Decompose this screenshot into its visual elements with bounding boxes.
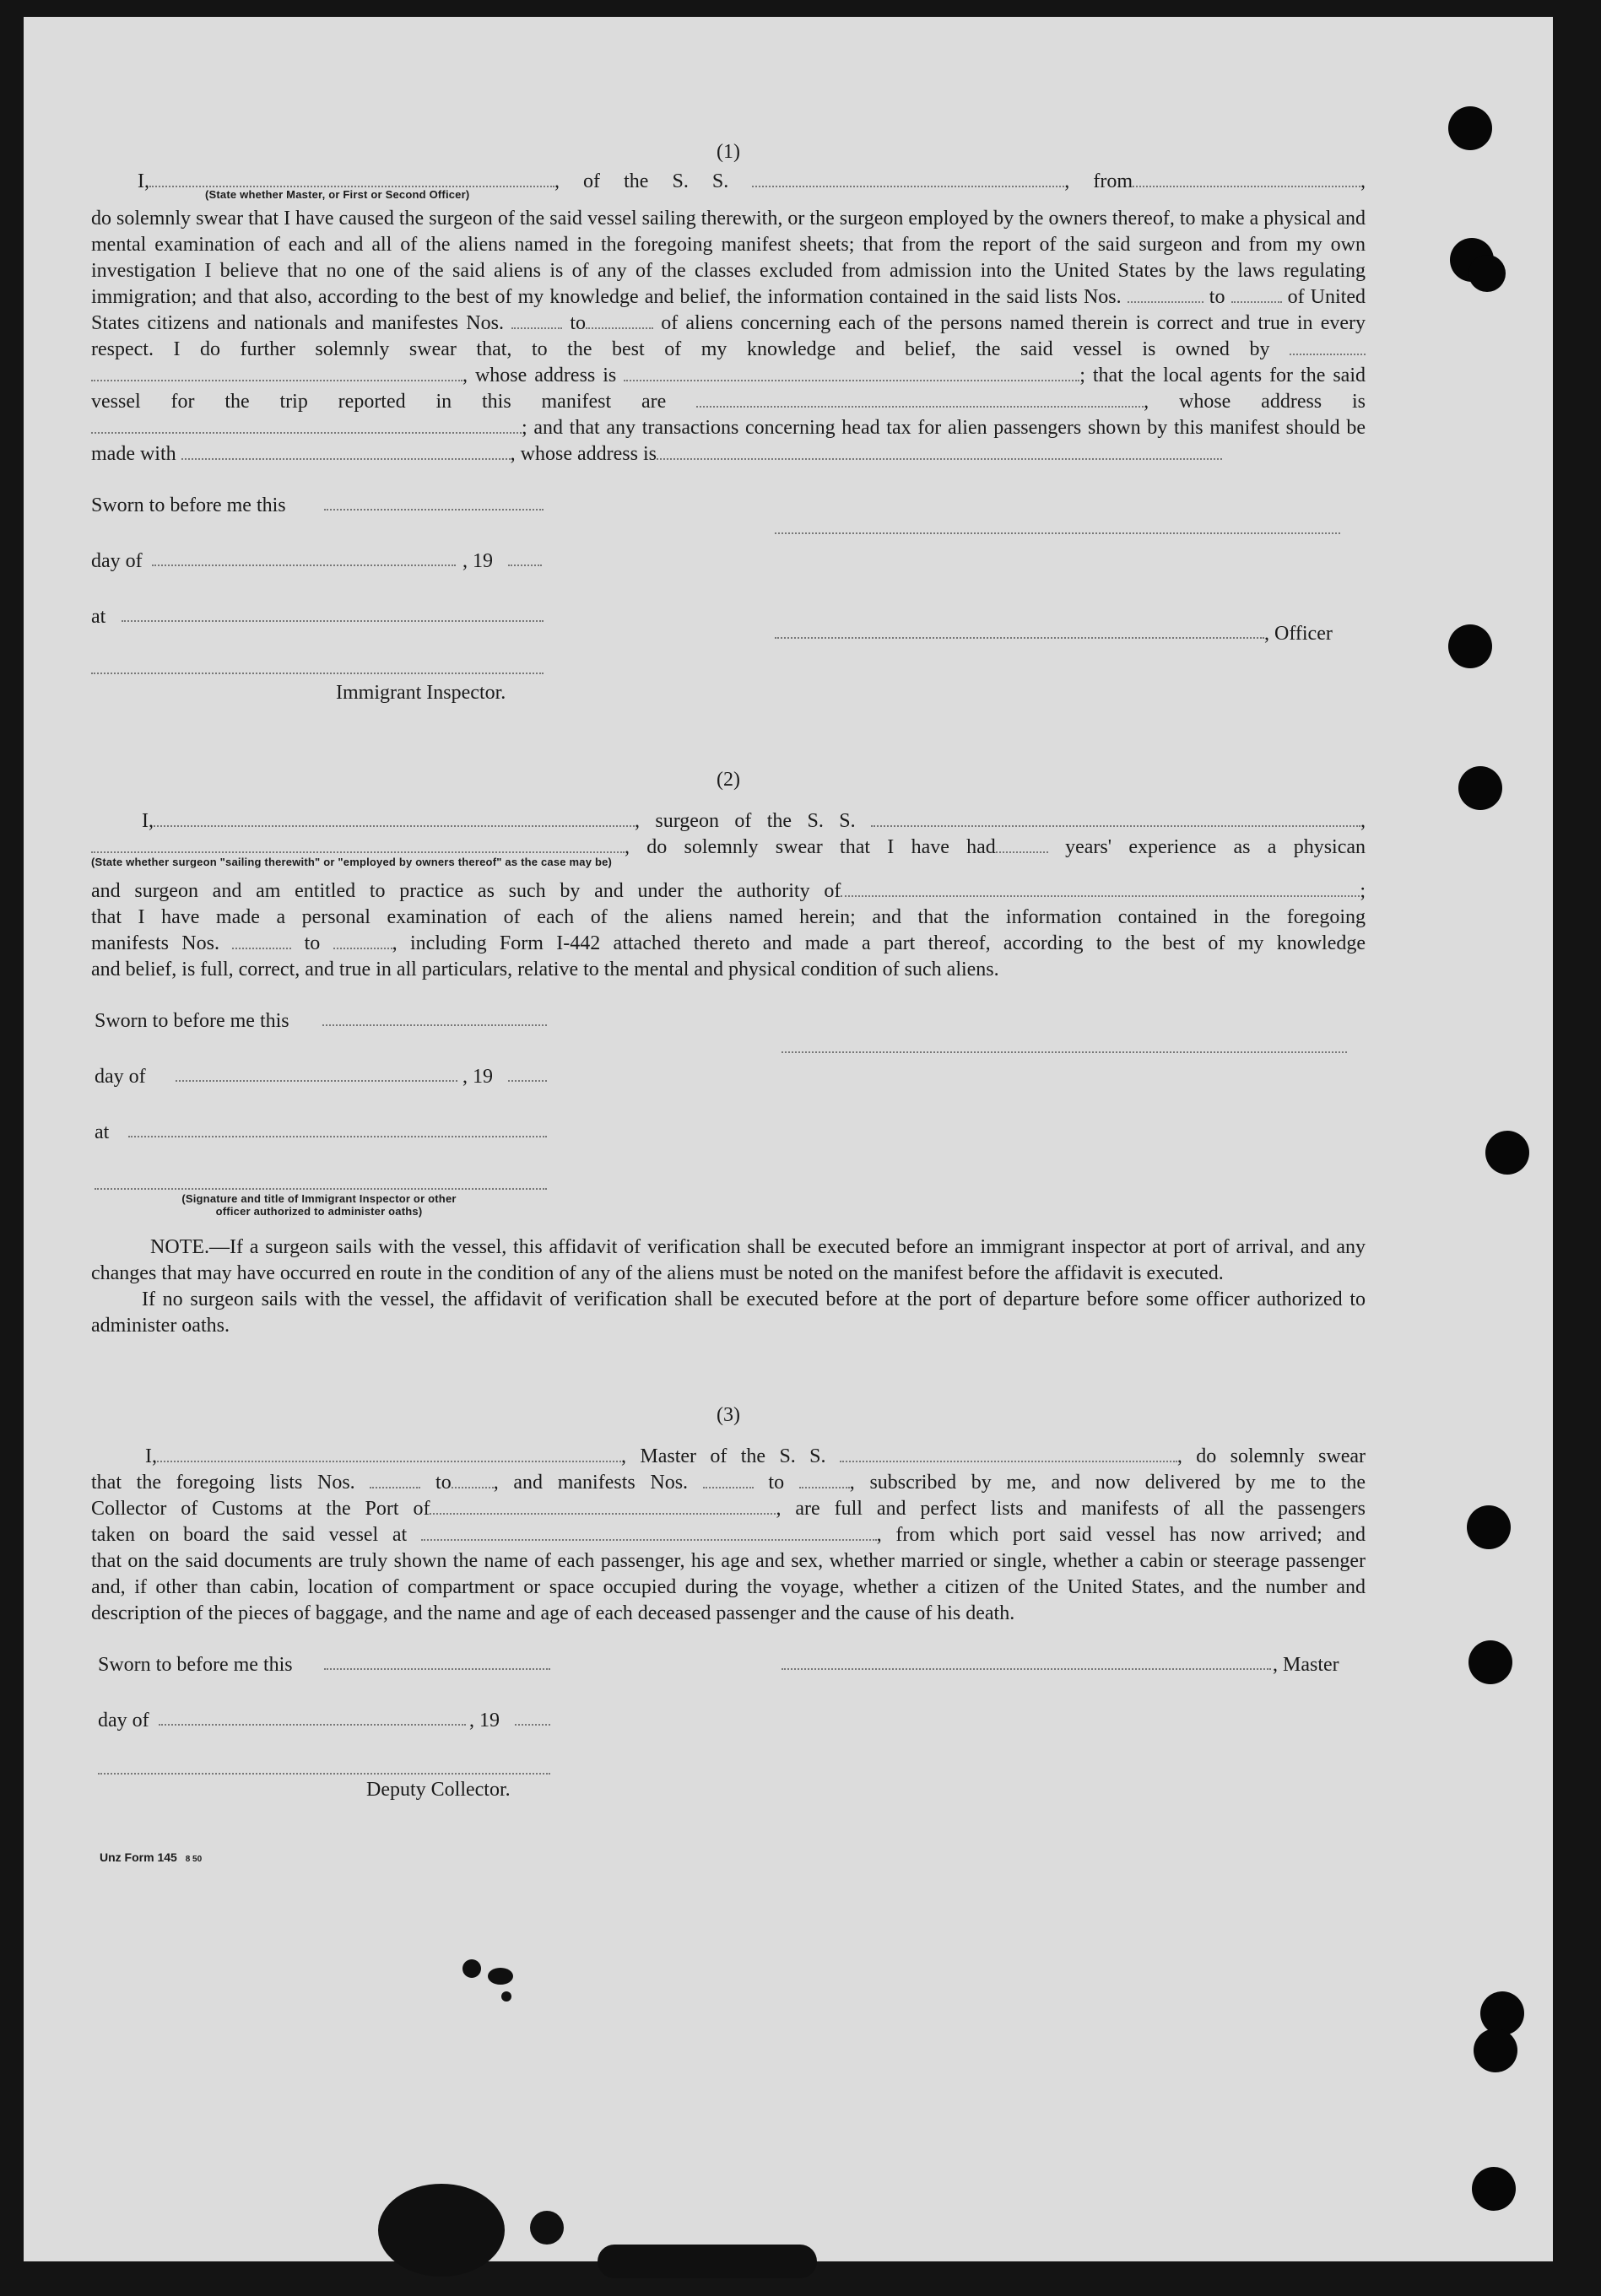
- manifests-to-blank[interactable]: [333, 931, 392, 949]
- section-2-signatures: Sworn to before me this day of , 19 at (Signature and title of Immigrant Inspector or other officer authorized to administer oaths): [91, 995, 1366, 1223]
- manifests-to-blank[interactable]: [586, 311, 653, 329]
- lists-to-blank[interactable]: [1231, 284, 1282, 303]
- manifests-from-blank[interactable]: [232, 931, 291, 949]
- surgeon-role-blank[interactable]: [91, 835, 625, 853]
- section-2-line-3: and surgeon and am entitled to practice as such by and under the authority of ;: [91, 880, 1366, 902]
- surgeon-name-blank[interactable]: [154, 808, 635, 827]
- lists-from-blank[interactable]: [1128, 284, 1203, 303]
- at-blank[interactable]: [122, 619, 544, 622]
- vessel-blank[interactable]: [871, 808, 1360, 827]
- day-of-blank[interactable]: [159, 1723, 466, 1726]
- sworn-day-blank[interactable]: [324, 508, 544, 511]
- ink-blot: [488, 1968, 513, 1985]
- owner-blank-2[interactable]: [91, 363, 462, 381]
- sworn-day-blank[interactable]: [322, 1024, 547, 1026]
- punch-hole: [1468, 1640, 1512, 1684]
- signature-note: (Signature and title of Immigrant Inspector or other officer authorized to administer oaths): [181, 1192, 457, 1218]
- punch-hole: [1472, 2167, 1516, 2211]
- lists-to-blank[interactable]: [452, 1470, 494, 1488]
- lists-from-blank[interactable]: [370, 1470, 420, 1488]
- section-1-body: do solemnly swear that I have caused the surgeon of the said vessel sailing therewith, or the surgeon employed by the owners thereof, to make a physical and mental examination of each and all of the aliens named in the foregoing manifest sheets; that from the report of the said surgeon and from my own investigation I believe that no one of the said aliens is of any of the classes excluded from admission into the United States by the laws regulating immigration; and that also, according to the best of my knowledge and belief, the information contained in the said lists Nos. to of United States citizens and nationals and manifestes Nos. to of aliens concerning each of the persons named therein is correct and true in every respect. I do further solemnly swear that, to the best of my knowledge and belief, the said vessel is owned by , whose address is ; that the local agents for the said vessel for the trip reported in this manifest are , whose address is ; and that any transactions concerning head tax for alien passengers shown by this manifest should be made with , whose address is: [91, 208, 1366, 465]
- punch-hole: [1467, 1505, 1511, 1549]
- role-note: (State whether surgeon "sailing therewith" or "employed by owners thereof" as the case may be): [91, 856, 613, 868]
- year-blank[interactable]: [508, 1079, 547, 1082]
- master-name-blank[interactable]: [157, 1444, 621, 1462]
- role-blank[interactable]: [149, 169, 554, 187]
- section-number: (2): [717, 769, 740, 791]
- day-of-blank[interactable]: [176, 1079, 457, 1082]
- form-content: [91, 135, 1366, 1872]
- agents-address-blank[interactable]: [91, 415, 522, 434]
- section-1-signatures: Sworn to before me this day of , 19 at , Officer Immigrant Inspector.: [91, 479, 1366, 732]
- at-blank[interactable]: [128, 1135, 547, 1137]
- section-1-line-1: I, , of the S. S. , from ,: [138, 170, 1366, 192]
- owner-blank[interactable]: [1290, 337, 1366, 355]
- section-3-signatures: Sworn to before me this , Master day of , 19 Deputy Collector.: [98, 1654, 1339, 1801]
- note-paragraph: NOTE.—If a surgeon sails with the vessel, this affidavit of verification shall be executed before an immigrant inspector at port of arrival, and any changes that may have occurred en route in the condition of any of the aliens must be noted on the manifest before the affidavit is executed.: [91, 1236, 1366, 1284]
- vessel-blank[interactable]: [752, 169, 1064, 187]
- section-3-body: that on the said documents are truly shown the name of each passenger, his age and sex, whether married or single, whether a cabin or steerage passenger and, if other than cabin, location of compartment or space occupied during the voyage, whether a citizen of the United States, and the number and description of the pieces of baggage, and the name and age of each deceased passenger and the cause of his death.: [91, 1550, 1366, 1624]
- year-blank[interactable]: [508, 564, 542, 566]
- section-3-line-3: Collector of Customs at the Port of , are full and perfect lists and manifests of all the passengers: [91, 1498, 1366, 1520]
- departure-port-blank[interactable]: [421, 1522, 877, 1541]
- from-blank[interactable]: [1133, 169, 1360, 187]
- vessel-blank[interactable]: [840, 1444, 1177, 1462]
- punch-hole: [1448, 106, 1492, 150]
- form-footer: Unz Form 145 8 50: [100, 1850, 203, 1864]
- officer-signature-line[interactable]: [775, 532, 1340, 534]
- sworn-day-blank[interactable]: [324, 1667, 550, 1670]
- officer-name-line[interactable]: [775, 636, 1264, 639]
- form-page: [24, 17, 1553, 2261]
- punch-hole: [1448, 624, 1492, 668]
- head-tax-address-blank[interactable]: [657, 441, 1222, 460]
- punch-hole: [1485, 1131, 1529, 1175]
- owner-address-blank[interactable]: [624, 363, 1079, 381]
- role-note: (State whether Master, or First or Second Officer): [205, 188, 470, 201]
- manifests-from-blank[interactable]: [703, 1470, 754, 1488]
- punch-hole: [1474, 2029, 1517, 2072]
- section-2-line-1: I, , surgeon of the S. S. ,: [142, 810, 1366, 832]
- section-2-line-2: , do solemnly swear that I have had years' experience as a physican: [91, 835, 1366, 861]
- section-2-line-4: that I have made a personal examination of each of the aliens named herein; and that the information contained in the foregoing: [91, 906, 1366, 928]
- master-signature-line[interactable]: [782, 1667, 1271, 1670]
- section-2-line-6: and belief, is full, correct, and true in all particulars, relative to the mental and physical condition of such aliens.: [91, 959, 999, 981]
- punch-hole: [1458, 766, 1502, 810]
- ink-blot: [501, 1991, 511, 2002]
- agents-blank[interactable]: [696, 389, 1144, 408]
- section-3-line-2: that the foregoing lists Nos. to , and manifests Nos. to , subscribed by me, and now delivered by me to the: [91, 1472, 1366, 1494]
- ink-blot: [598, 2245, 817, 2278]
- surgeon-signature-line[interactable]: [782, 1051, 1347, 1053]
- section-2-line-5: manifests Nos. to , including Form I-442 attached thereto and made a part thereof, according to the best of my knowledge: [91, 932, 1366, 954]
- inspector-signature-line[interactable]: [95, 1187, 547, 1190]
- manifests-to-blank[interactable]: [799, 1470, 850, 1488]
- section-3-line-4: taken on board the said vessel at , from which port said vessel has now arrived; and: [91, 1524, 1366, 1546]
- authority-blank[interactable]: [841, 878, 1360, 897]
- ink-blot: [530, 2211, 564, 2245]
- head-tax-blank[interactable]: [181, 441, 511, 460]
- day-of-blank[interactable]: [152, 564, 456, 566]
- deputy-signature-line[interactable]: [98, 1772, 550, 1775]
- inspector-signature-line[interactable]: [91, 672, 544, 674]
- section-number: (3): [717, 1404, 740, 1426]
- port-blank[interactable]: [430, 1496, 776, 1515]
- year-blank[interactable]: [515, 1723, 550, 1726]
- section-3-line-1: I, , Master of the S. S. , do solemnly swear: [145, 1445, 1366, 1467]
- punch-hole: [1468, 255, 1506, 292]
- ink-blot: [378, 2184, 505, 2277]
- years-blank[interactable]: [996, 835, 1048, 853]
- note-paragraph: If no surgeon sails with the vessel, the affidavit of verification shall be executed before at the port of departure before some officer authorized to administer oaths.: [91, 1288, 1366, 1337]
- section-number: (1): [717, 141, 740, 163]
- ink-blot: [462, 1959, 481, 1978]
- manifests-from-blank[interactable]: [511, 311, 562, 329]
- punch-hole: [1480, 1991, 1524, 2035]
